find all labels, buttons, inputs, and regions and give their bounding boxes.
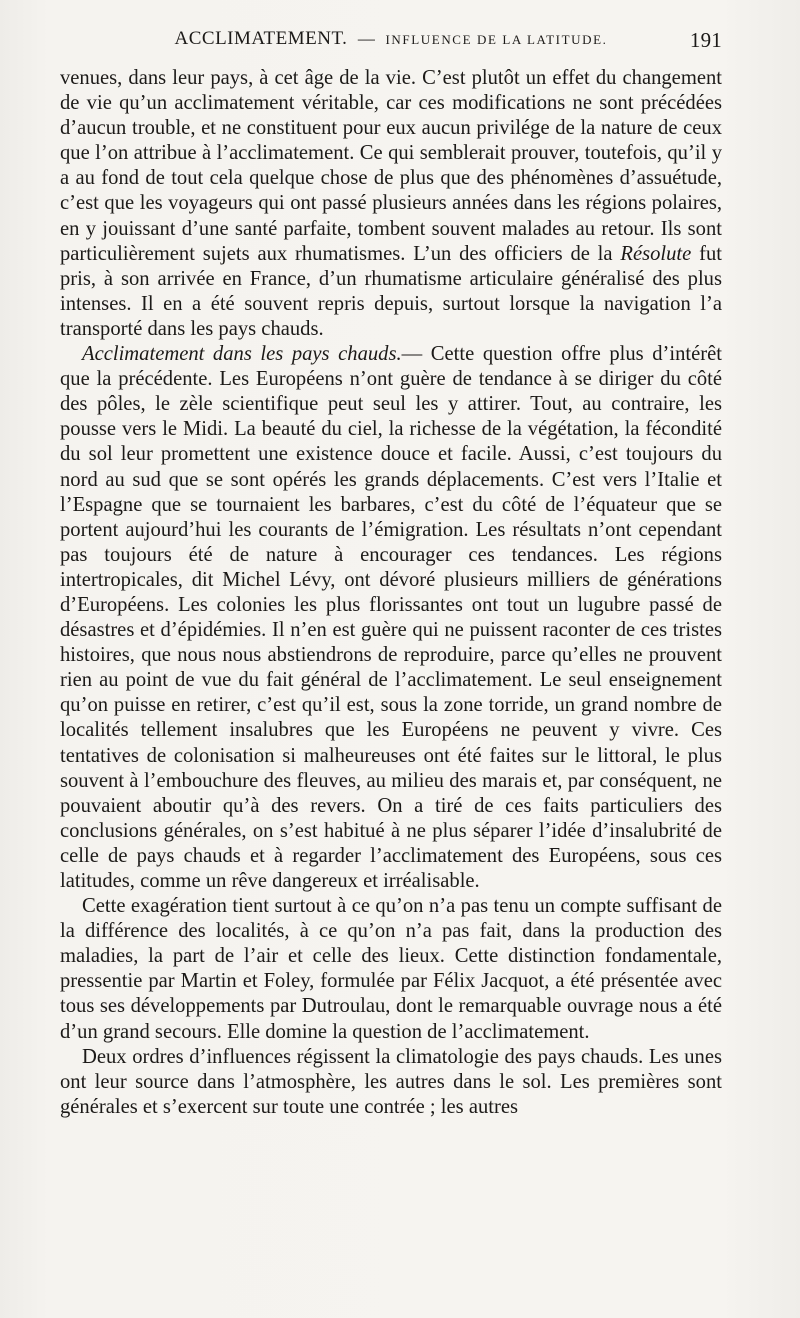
paragraph-text: venues, dans leur pays, à cet âge de la vie. C’est plutôt un effet du changement de vie qu’un acclimatement véritable, car ces modifications ne sont précédées d’aucun trouble, et ne constituent pour eux aucun privilége de la nature de ceux que l’on attribue à l’acclimatement. Ce qui semblerait prouver, toutefois, qu’il y a au fond de tout cela quelque chose de plus que des phénomènes d’assuétude, c’est que les voyageurs qui ont passé plusieurs années dans les régions polaires, en y jouissant d’une santé parfaite, tombent souvent malades au retour. Ils sont particulièrement sujets aux rhumatismes. L’un des officiers de la [60,67,722,265]
running-head-separator: — [357,29,376,48]
paragraph-1 [60,66,722,342]
running-head-subtitle: INFLUENCE DE LA LATITUDE. [385,32,608,47]
paragraph-4 [60,1045,722,1120]
paragraph-text-continued: fut pris, à son arrivée en France, d’un rhumatisme articulaire généralisé des plus intenses. Il en a été souvent repris depuis, surtout lorsque la navigation l’a transporté dans les pays chauds. [60,242,722,340]
paragraph-text: Deux ordres d’influences régissent la climatologie des pays chauds. Les unes ont leur source dans l’atmosphère, les autres dans le sol. Les premières sont générales et s’exercent sur toute une contrée ; les autres [60,1045,722,1118]
paragraph-text: Cette exagération tient surtout à ce qu’on n’a pas tenu un compte suffisant de la différence des localités, à ce qu’on n’a pas fait, dans la production des maladies, la part de l’air et celle des lieux. Cette distinction fondamentale, pressentie par Martin et Foley, formulée par Félix Jacquot, a été présentée avec tous ses développements par Dutroulau, dont le remarquable ouvrage nous a été d’un grand secours. Elle domine la question de l’acclimatement. [60,895,722,1043]
ship-name-italic: Résolute [620,242,692,265]
body-text [60,66,722,1120]
page-number: 191 [689,28,722,52]
paragraph-text: — Cette question offre plus d’intérêt que la précédente. Les Européens n’ont guère de tendance à se diriger du côté des pôles, le zèle scientifique peut seul les y attirer. Tout, au contraire, les pousse vers le Midi. La beauté du ciel, la richesse de la végétation, la fécondité du sol leur promettent une existence douce et facile. Aussi, c’est toujours du nord au sud que se sont opérés les grands déplacements. C’est vers l’Italie et l’Espagne que se tournaient les barbares, c’est du côté de l’équateur que se portent aujourd’hui les courants de l’émigration. Les résultats n’ont cependant pas toujours été de nature à encourager ces tendances. Les régions intertropicales, dit Michel Lévy, ont dévoré plusieurs milliers de générations d’Européens. Les colonies les plus florissantes ont tout un lugubre passé de désastres et d’épidémies. Il n’en est guère qui ne puissent raconter de ces tristes histoires, que nous nous abstiendrons de reproduire, parce qu’elles ne prouvent rien au point de vue du fait général de l’acclimatement. Le seul enseignement qu’on puisse en retirer, c’est qu’il est, sous la zone torride, un grand nombre de localités tellement insalubres que les Européens ne peuvent y vivre. Ces tentatives de colonisation si malheureuses ont été faites sur le littoral, le plus souvent à l’embouchure des fleuves, au milieu des marais et, par conséquent, ne pouvaient aboutir qu’à des revers. On a tiré de ces faits particuliers des conclusions générales, on s’est habitué à ne plus séparer l’idée d’insalubrité de celle de pays chauds et à regarder l’acclimatement des Européens, sous ces latitudes, comme un rêve dangereux et irréalisable. [60,343,723,892]
section-heading-italic: Acclimatement dans les pays chauds. [82,343,402,366]
running-head-title: ACCLIMATEMENT. [174,28,348,49]
running-head [60,28,722,66]
paragraph-2 [60,342,722,894]
paragraph-3 [60,894,722,1045]
